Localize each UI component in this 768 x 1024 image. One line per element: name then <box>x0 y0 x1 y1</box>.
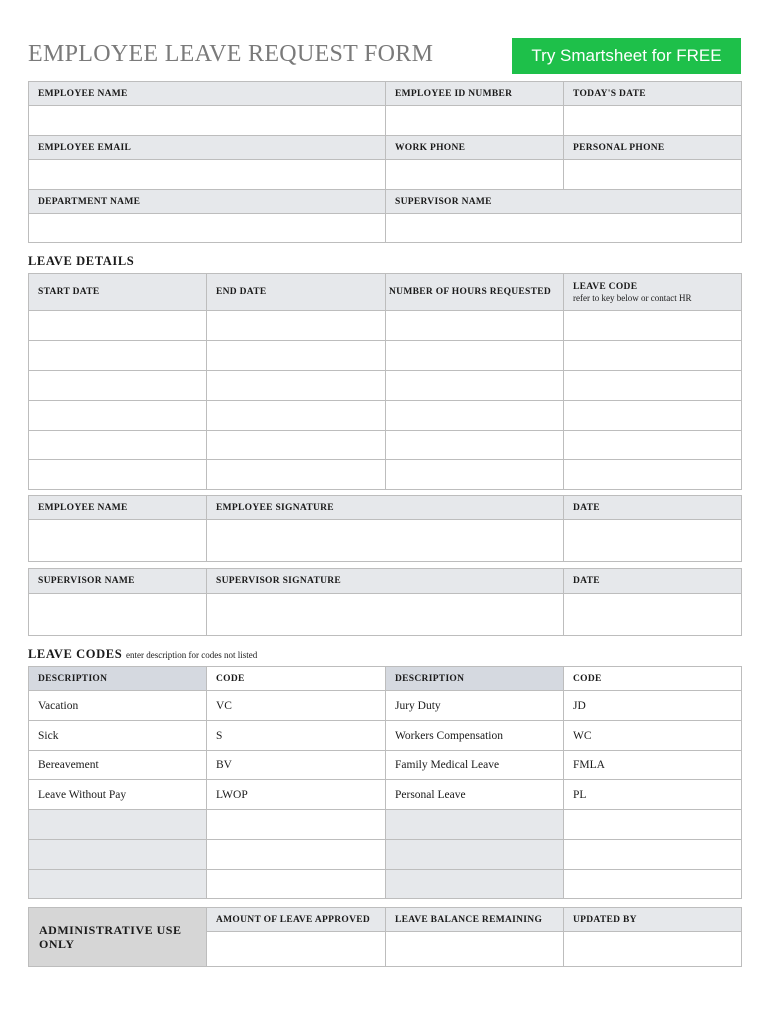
leave-balance-field[interactable] <box>386 932 564 967</box>
leave-code-field[interactable] <box>564 341 742 371</box>
code-description: Workers Compensation <box>386 721 564 751</box>
leave-details-table <box>28 273 742 490</box>
leave-code-field[interactable] <box>564 371 742 401</box>
employee-email-label: EMPLOYEE EMAIL <box>29 136 386 160</box>
supervisor-name-label: SUPERVISOR NAME <box>29 569 207 594</box>
table-row <box>29 780 742 810</box>
supervisor-signature-label: SUPERVISOR SIGNATURE <box>207 569 564 594</box>
supervisor-name-field[interactable] <box>386 214 742 243</box>
leave-hours-field[interactable] <box>386 341 564 371</box>
employee-date-label: DATE <box>564 496 742 520</box>
code-value: PL <box>564 780 742 810</box>
leave-start-date-field[interactable] <box>29 341 207 371</box>
leave-hours-field[interactable] <box>386 311 564 341</box>
leave-code-note: refer to key below or contact HR <box>573 292 692 303</box>
leave-end-date-field[interactable] <box>207 371 386 401</box>
leave-codes-table <box>28 666 742 899</box>
custom-description-field[interactable] <box>29 810 207 840</box>
admin-use-label: ADMINISTRATIVE USE ONLY <box>29 908 207 967</box>
custom-description-field[interactable] <box>386 870 564 899</box>
admin-table <box>28 907 742 967</box>
custom-code-field[interactable] <box>564 840 742 870</box>
leave-hours-field[interactable] <box>386 431 564 460</box>
leave-hours-field[interactable] <box>386 401 564 431</box>
code-value: JD <box>564 691 742 721</box>
code-description: Vacation <box>29 691 207 721</box>
leave-details-title: LEAVE DETAILS <box>28 254 135 268</box>
code-value: LWOP <box>207 780 386 810</box>
leave-start-date-field[interactable] <box>29 401 207 431</box>
hours-requested-header: NUMBER OF HOURS REQUESTED <box>386 274 564 311</box>
leave-codes-note: enter description for codes not listed <box>125 650 258 660</box>
todays-date-field[interactable] <box>564 106 742 136</box>
try-smartsheet-button[interactable]: Try Smartsheet for FREE <box>512 38 741 74</box>
employee-id-label: EMPLOYEE ID NUMBER <box>386 82 564 106</box>
leave-code-header-text: LEAVE CODE <box>573 281 638 292</box>
table-row <box>29 840 742 870</box>
code-description: Bereavement <box>29 751 207 780</box>
supervisor-date-label: DATE <box>564 569 742 594</box>
custom-description-field[interactable] <box>29 840 207 870</box>
leave-balance-label: LEAVE BALANCE REMAINING <box>386 908 564 932</box>
employee-signature-label: EMPLOYEE SIGNATURE <box>207 496 564 520</box>
custom-code-field[interactable] <box>207 840 386 870</box>
custom-code-field[interactable] <box>207 870 386 899</box>
leave-start-date-field[interactable] <box>29 460 207 490</box>
custom-code-field[interactable] <box>207 810 386 840</box>
table-row <box>29 691 742 721</box>
leave-approved-label: AMOUNT OF LEAVE APPROVED <box>207 908 386 932</box>
leave-code-field[interactable] <box>564 311 742 341</box>
leave-hours-field[interactable] <box>386 371 564 401</box>
code-value: VC <box>207 691 386 721</box>
code-value: FMLA <box>564 751 742 780</box>
start-date-header: START DATE <box>29 274 207 311</box>
leave-start-date-field[interactable] <box>29 431 207 460</box>
code-description: Leave Without Pay <box>29 780 207 810</box>
leave-code-header <box>564 274 742 311</box>
custom-description-field[interactable] <box>386 810 564 840</box>
department-name-field[interactable] <box>29 214 386 243</box>
updated-by-label: UPDATED BY <box>564 908 742 932</box>
todays-date-label: TODAY'S DATE <box>564 82 742 106</box>
code-value: S <box>207 721 386 751</box>
supervisor-name-field[interactable] <box>29 594 207 636</box>
supervisor-signature-table <box>28 568 742 636</box>
leave-code-field[interactable] <box>564 431 742 460</box>
table-row <box>29 810 742 840</box>
work-phone-label: WORK PHONE <box>386 136 564 160</box>
employee-id-field[interactable] <box>386 106 564 136</box>
table-row <box>29 721 742 751</box>
personal-phone-field[interactable] <box>564 160 742 190</box>
code-header: CODE <box>207 667 386 691</box>
supervisor-name-label: SUPERVISOR NAME <box>386 190 742 214</box>
leave-start-date-field[interactable] <box>29 311 207 341</box>
code-description: Jury Duty <box>386 691 564 721</box>
custom-code-field[interactable] <box>564 810 742 840</box>
page-title: EMPLOYEE LEAVE REQUEST FORM <box>28 41 434 67</box>
leave-start-date-field[interactable] <box>29 371 207 401</box>
leave-hours-field[interactable] <box>386 460 564 490</box>
department-name-label: DEPARTMENT NAME <box>29 190 386 214</box>
leave-end-date-field[interactable] <box>207 460 386 490</box>
personal-phone-label: PERSONAL PHONE <box>564 136 742 160</box>
leave-code-field[interactable] <box>564 401 742 431</box>
employee-email-field[interactable] <box>29 160 386 190</box>
leave-end-date-field[interactable] <box>207 311 386 341</box>
custom-description-field[interactable] <box>386 840 564 870</box>
work-phone-field[interactable] <box>386 160 564 190</box>
supervisor-sign-date-field[interactable] <box>564 594 742 636</box>
leave-codes-title-text: LEAVE CODES <box>28 647 123 661</box>
employee-name-label: EMPLOYEE NAME <box>29 496 207 520</box>
employee-sign-date-field[interactable] <box>564 520 742 562</box>
code-description: Family Medical Leave <box>386 751 564 780</box>
leave-codes-title <box>28 647 257 662</box>
supervisor-signature-field[interactable] <box>207 594 564 636</box>
employee-signature-table <box>28 495 742 562</box>
employee-signature-field[interactable] <box>207 520 564 562</box>
employee-name-sign-field[interactable] <box>29 520 207 562</box>
code-description: Sick <box>29 721 207 751</box>
updated-by-field[interactable] <box>564 932 742 967</box>
code-value: WC <box>564 721 742 751</box>
employee-info-table <box>28 81 742 243</box>
code-description: Personal Leave <box>386 780 564 810</box>
employee-name-field[interactable] <box>29 106 386 136</box>
leave-approved-field[interactable] <box>207 932 386 967</box>
end-date-header: END DATE <box>207 274 386 311</box>
custom-description-field[interactable] <box>29 870 207 899</box>
leave-end-date-field[interactable] <box>207 401 386 431</box>
description-header: DESCRIPTION <box>29 667 207 691</box>
custom-code-field[interactable] <box>564 870 742 899</box>
leave-end-date-field[interactable] <box>207 341 386 371</box>
code-value: BV <box>207 751 386 780</box>
description-header: DESCRIPTION <box>386 667 564 691</box>
table-row <box>29 751 742 780</box>
leave-end-date-field[interactable] <box>207 431 386 460</box>
table-row <box>29 870 742 899</box>
leave-code-field[interactable] <box>564 460 742 490</box>
code-header: CODE <box>564 667 742 691</box>
employee-name-label: EMPLOYEE NAME <box>29 82 386 106</box>
